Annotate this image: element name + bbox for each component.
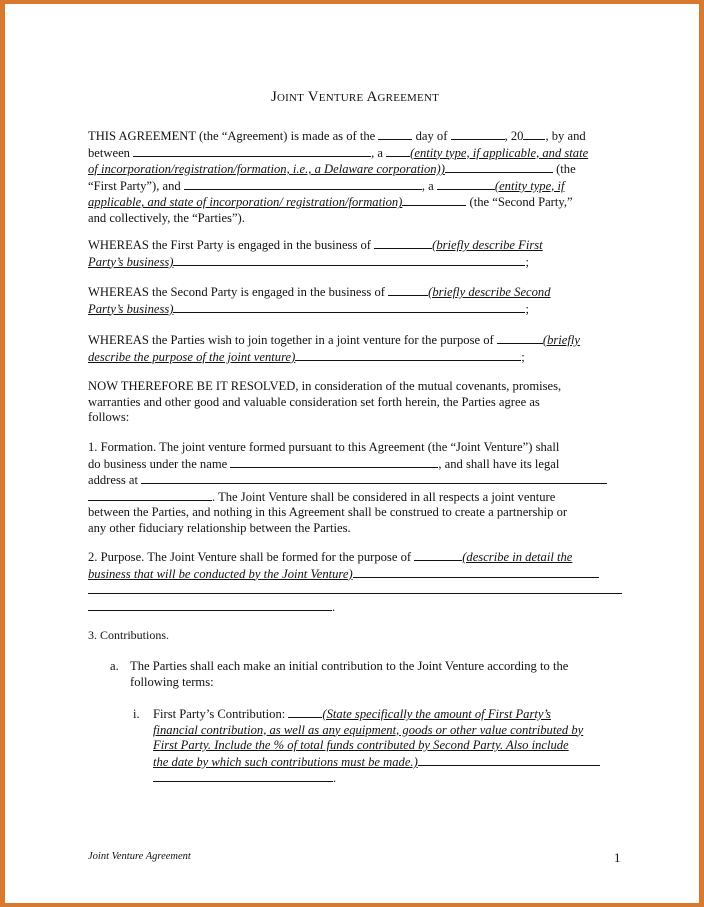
whereas-first-party: [88, 237, 622, 270]
whereas-instruction: Party’s business): [88, 301, 174, 316]
preamble-text: and collectively, the “Parties”).: [88, 210, 245, 225]
whereas-text: WHEREAS the Parties wish to join together in a joint venture for the purpose of: [88, 333, 494, 347]
blank-purpose: [497, 332, 543, 344]
contribution-instruction: financial contribution, as well as any equipment, goods or other value contributed by: [153, 722, 584, 737]
whereas-purpose: [88, 332, 622, 365]
contribution-text: The Parties shall each make an initial contribution to the Joint Venture according to the: [130, 659, 569, 673]
punctuation: ;: [521, 349, 525, 364]
preamble-text: , a: [371, 145, 384, 160]
blank-business: [388, 284, 428, 296]
blank-business: [173, 301, 525, 313]
blank-month: [451, 128, 505, 140]
section-purpose: [88, 549, 622, 615]
preamble-text: day of: [415, 129, 448, 143]
whereas-instruction: Party’s business): [88, 254, 174, 269]
formation-text: between the Parties, and nothing in this Agreement shall be construed to create a partnership or: [88, 505, 568, 520]
blank-day: [378, 128, 412, 140]
preamble-instruction: (entity type, if: [494, 178, 565, 193]
blank-business-name: [230, 456, 438, 468]
preamble-text: “First Party”), and: [88, 178, 181, 193]
formation-text: address at: [88, 473, 139, 488]
blank-entity: [386, 145, 410, 157]
blank-purpose-detail: [414, 549, 462, 561]
blank-purpose-detail: [88, 599, 332, 611]
contribution-instruction: the date by which such contributions must be made.): [153, 754, 418, 769]
section-formation: [88, 440, 622, 537]
punctuation: .: [333, 771, 337, 786]
formation-text: 1. Formation. The joint venture formed pursuant to this Agreement (the “Joint Venture”) shall: [88, 440, 560, 454]
blank-purpose: [295, 349, 521, 361]
document-page: [5, 4, 699, 903]
document-title: Joint Venture Agreement: [270, 89, 440, 105]
preamble-text: THIS AGREEMENT (the “Agreement) is made as of the: [88, 129, 376, 143]
blank-business: [374, 237, 432, 249]
resolved-paragraph: [88, 379, 622, 426]
formation-text: . The Joint Venture shall be considered in all respects a joint venture: [212, 489, 556, 504]
punctuation: ;: [525, 301, 529, 316]
contribution-first-party: [133, 706, 622, 787]
blank-year: [523, 128, 545, 140]
formation-text: , and shall have its legal: [438, 456, 560, 471]
preamble-instruction: (entity type, if applicable, and state: [410, 145, 589, 160]
contribution-instruction: (State specifically the amount of First Party’s: [322, 707, 551, 721]
blank-entity-type: [402, 194, 466, 206]
blank-contribution: [288, 706, 322, 718]
blank-legal-address: [88, 489, 212, 501]
purpose-instruction: (describe in detail the: [462, 550, 573, 564]
blank-entity: [437, 178, 495, 190]
blank-contribution: [153, 770, 333, 782]
blank-contribution: [418, 754, 600, 766]
whereas-instruction: describe the purpose of the joint venture): [88, 349, 296, 364]
blank-legal-address: [141, 472, 607, 484]
list-marker: i.: [133, 707, 140, 721]
resolved-text: warranties and other good and valuable consideration set forth herein, the Parties agree as: [88, 394, 540, 409]
whereas-text: WHEREAS the Second Party is engaged in the business of: [88, 285, 385, 299]
blank-business: [173, 254, 525, 266]
blank-purpose-detail: [353, 566, 599, 578]
contribution-a: [110, 659, 622, 690]
preamble-text: , by and: [545, 129, 586, 143]
formation-text: do business under the name: [88, 456, 228, 471]
page-number: 1: [614, 850, 621, 865]
blank-first-party-name: [133, 145, 371, 157]
blank-purpose-detail: [88, 582, 622, 594]
section-contributions-heading: 3. Contributions.: [88, 628, 170, 642]
purpose-text: 2. Purpose. The Joint Venture shall be formed for the purpose of: [88, 550, 412, 564]
blank-entity-type: [445, 161, 553, 173]
whereas-text: WHEREAS the First Party is engaged in the business of: [88, 238, 371, 252]
punctuation: ;: [525, 254, 529, 269]
preamble-text: (the “Second Party,”: [469, 195, 573, 210]
preamble-instruction: of incorporation/registration/formation, i.e., a Delaware corporation)): [88, 162, 445, 177]
footer-title: Joint Venture Agreement: [88, 851, 191, 862]
whereas-instruction: (briefly: [542, 333, 580, 347]
contribution-instruction: First Party. Include the % of total funds contributed by Second Party. Also include: [153, 738, 569, 753]
formation-text: any other fiduciary relationship between the Parties.: [88, 520, 351, 535]
resolved-text: NOW THEREFORE BE IT RESOLVED, in consideration of the mutual covenants, promises,: [88, 379, 562, 393]
preamble-paragraph: [88, 128, 622, 227]
punctuation: .: [332, 599, 336, 614]
resolved-text: follows:: [88, 410, 130, 425]
preamble-text: between: [88, 145, 130, 160]
blank-second-party-name: [184, 178, 422, 190]
whereas-second-party: [88, 284, 622, 317]
whereas-instruction: (briefly describe First: [432, 238, 543, 252]
preamble-text: , 20: [504, 129, 524, 143]
preamble-text: (the: [556, 162, 576, 177]
contribution-text: First Party’s Contribution:: [153, 707, 286, 721]
contribution-text: following terms:: [130, 674, 214, 689]
preamble-instruction: applicable, and state of incorporation/ registration/formation): [88, 195, 403, 210]
list-marker: a.: [110, 659, 119, 673]
whereas-instruction: (briefly describe Second: [428, 285, 551, 299]
preamble-text: , a: [421, 178, 434, 193]
purpose-instruction: business that will be conducted by the Joint Venture): [88, 566, 353, 581]
